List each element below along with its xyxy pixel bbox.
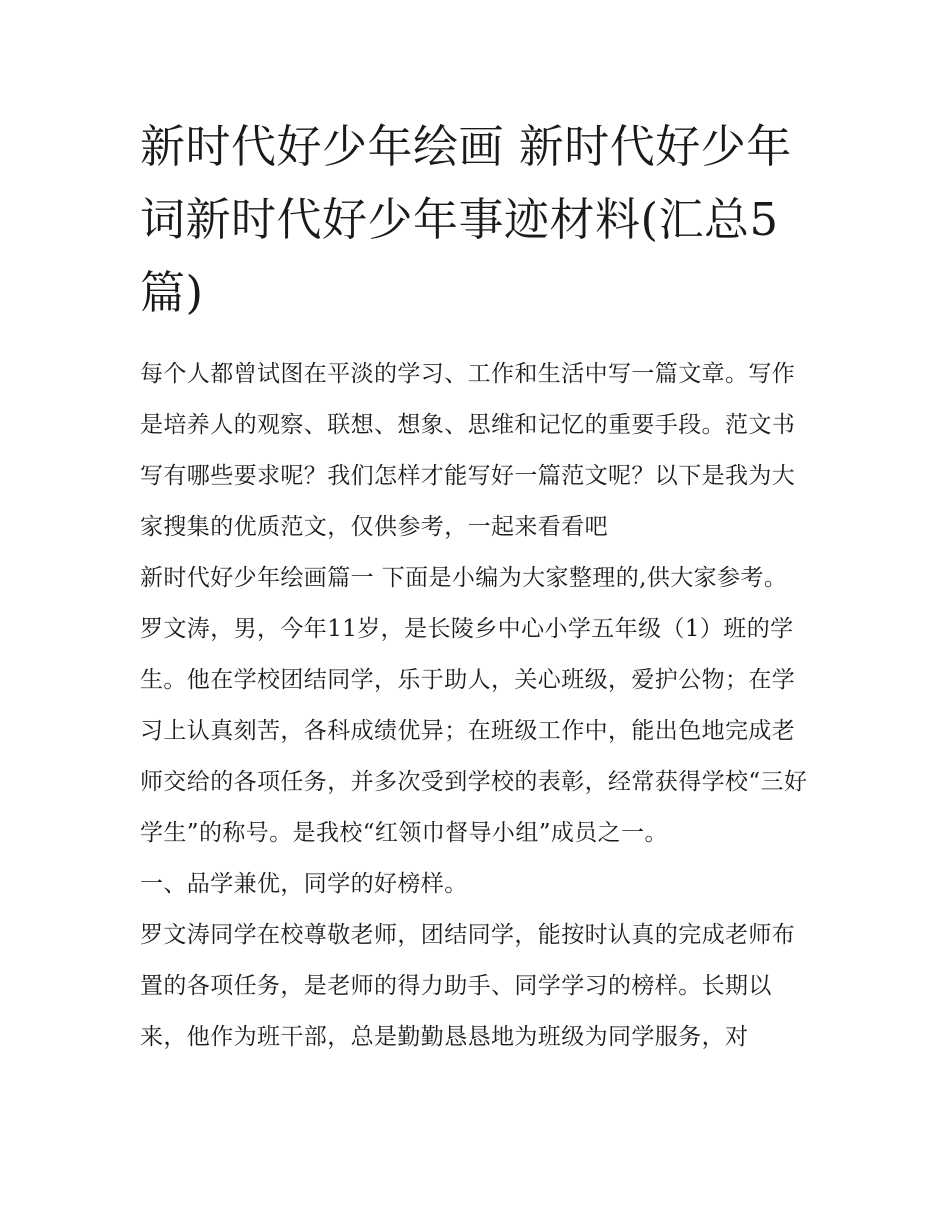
body-paragraph: 罗文涛同学在校尊敬老师，团结同学，能按时认真的完成老师布置的各项任务，是老师的得力助手、同学学习的榜样。长期以来，他作为班干部，总是勤勤恳恳地为班级为同学服务，对	[140, 922, 796, 1050]
intro-paragraph: 每个人都曾试图在平淡的学习、工作和生活中写一篇文章。写作是培养人的观察、联想、想象、思维和记忆的重要手段。范文书写有哪些要求呢？我们怎样才能写好一篇范文呢？以下是我为大家搜集的优质范文，仅供参考，一起来看看吧	[140, 361, 796, 540]
body-paragraph: 罗文涛，男，今年11岁，是长陵乡中心小学五年级（1）班的学生。他在学校团结同学，乐于助人，关心班级，爱护公物；在学习上认真刻苦，各科成绩优异；在班级工作中，能出色地完成老师交给的各项任务，并多次受到学校的表彰，经常获得学校“三好学生”的称号。是我校“红领巾督导小组”成员之一。	[140, 616, 808, 846]
document-page	[140, 110, 812, 1063]
document-title: 新时代好少年绘画 新时代好少年词新时代好少年事迹材料(汇总5篇)	[140, 120, 792, 319]
section-heading-paragraph: 新时代好少年绘画篇一 下面是小编为大家整理的,供大家参考。	[140, 565, 788, 591]
subheading-paragraph: 一、品学兼优，同学的好榜样。	[140, 871, 468, 897]
